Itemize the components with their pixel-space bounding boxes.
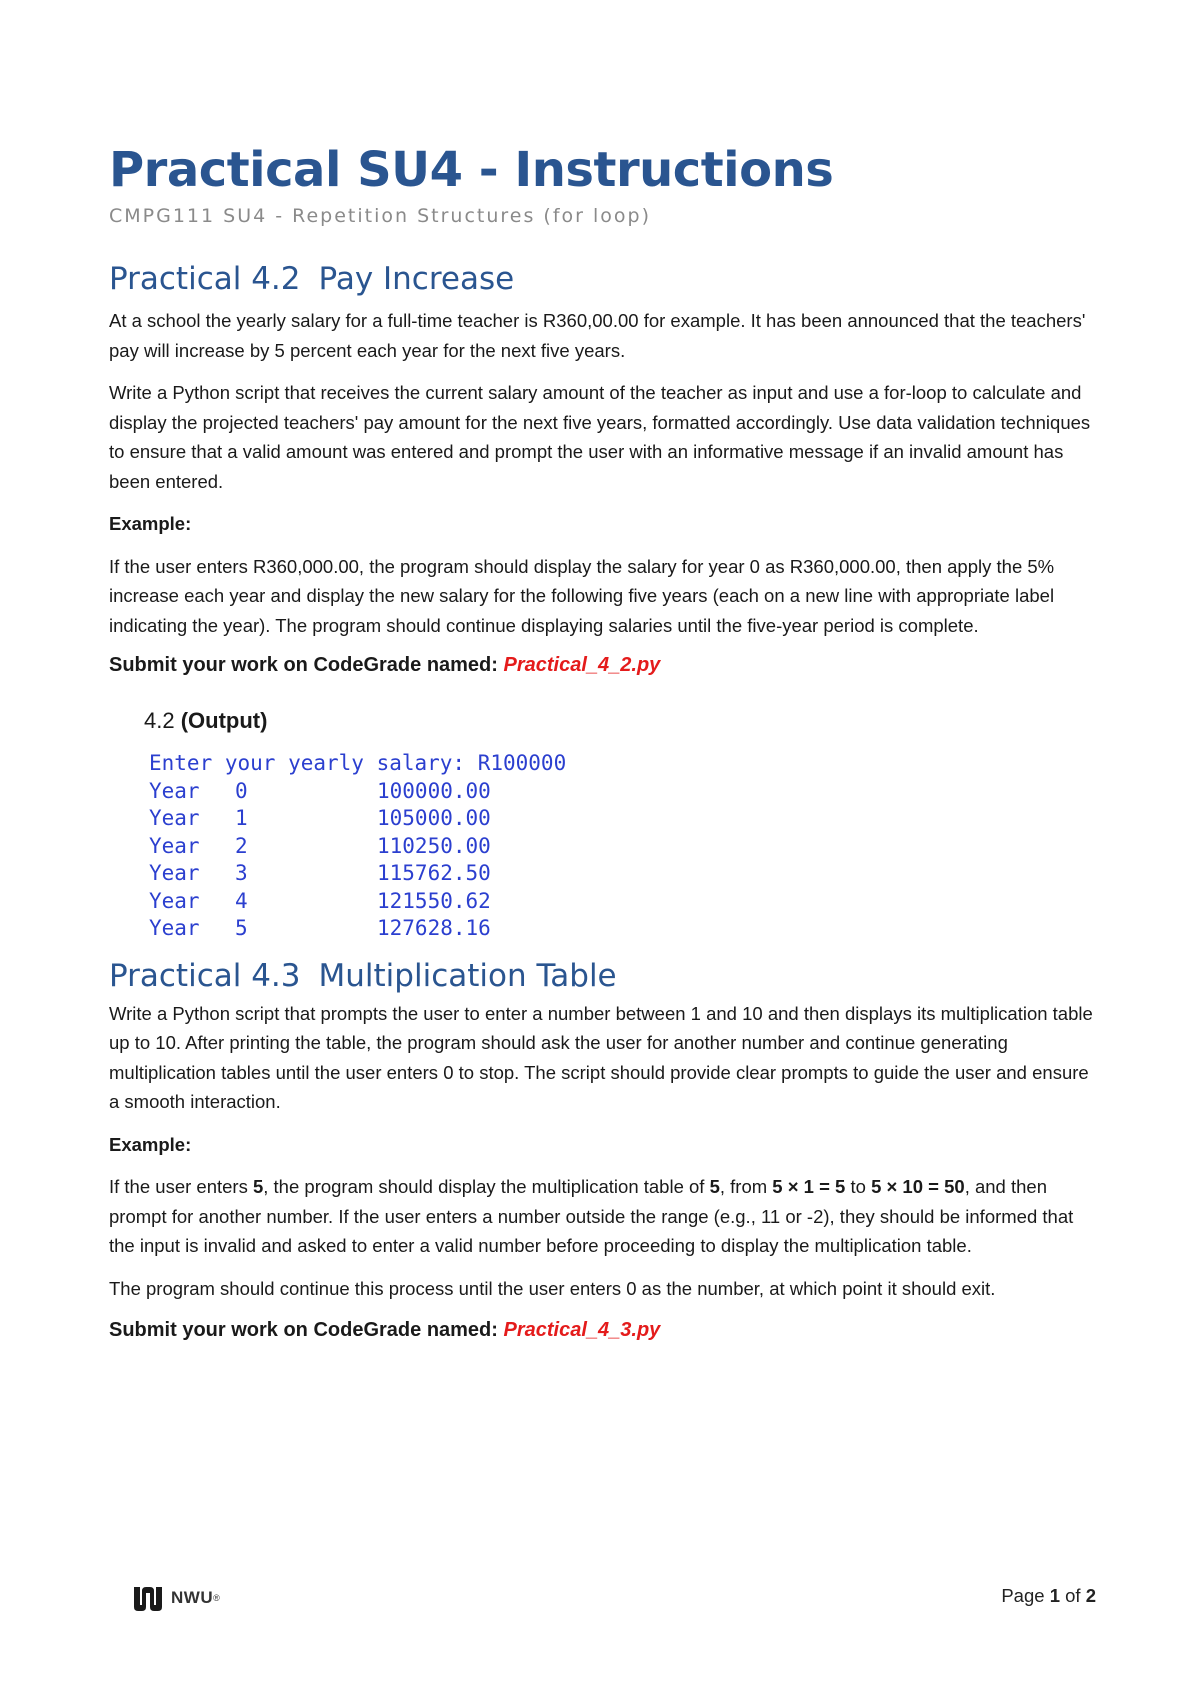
- year-number: 4: [235, 888, 248, 913]
- terminal-row: [149, 805, 1099, 833]
- bold-run: 5: [252, 1176, 264, 1197]
- terminal-output: [149, 750, 1099, 943]
- year-number: 3: [235, 861, 248, 885]
- bold-run: 5 × 10 = 50: [871, 1176, 965, 1197]
- salary-amount: 110250.00: [377, 833, 491, 858]
- paragraph: The program should continue this process until the user enters 0 as the number, at which point it should exit.: [109, 1277, 996, 1299]
- submit-prefix: Submit your work on CodeGrade named:: [109, 1319, 504, 1341]
- year-label: Year: [149, 916, 200, 940]
- logo-registered: ®: [213, 1593, 220, 1603]
- terminal-prompt: Enter your yearly salary: R100000: [149, 751, 567, 775]
- submit-instruction: [109, 1315, 1099, 1345]
- year-label: Year: [149, 833, 200, 858]
- nwu-logo: [131, 1583, 220, 1613]
- submit-prefix: Submit your work on CodeGrade named:: [109, 654, 504, 676]
- output-label: [144, 706, 1099, 736]
- year-number: 0: [235, 778, 248, 803]
- paragraph: If the user enters R360,000.00, the program should display the salary for year 0 as R360,000.00, then apply the 5% increase each year and display the new salary for the following five years (each on a new line with appropriate label indicating the year). The program should continue displaying salaries until the five-year period is complete.: [109, 555, 1055, 636]
- submit-filename: Practical_4_3.py: [503, 1319, 661, 1341]
- output-label-text: (Output): [180, 708, 268, 733]
- page-of: of: [1065, 1585, 1081, 1606]
- document-title: Practical SU4 - Instructions: [109, 142, 834, 198]
- section-heading-4-2: [109, 260, 1099, 298]
- bold-run: 5 × 1 = 5: [772, 1176, 846, 1197]
- nwu-logo-icon: [131, 1583, 165, 1613]
- year-label: Year: [149, 778, 200, 803]
- section-number: Practical 4.2: [109, 261, 301, 297]
- submit-instruction: [109, 650, 1099, 680]
- document-subtitle: CMPG111 SU4 - Repetition Structures (for loop): [109, 205, 651, 227]
- section-title: Pay Increase: [318, 261, 515, 297]
- text-run: , the program should display the multiplication table of: [263, 1176, 710, 1197]
- text-run: to: [845, 1176, 872, 1197]
- terminal-row: [149, 833, 1099, 861]
- section-heading-4-3: [109, 957, 1099, 995]
- paragraph: Write a Python script that prompts the user to enter a number between 1 and 10 and then displays its multiplication table up to 10. After printing the table, the program should ask the user for another number and continue generating multiplication tables until the user enters 0 to stop. The script should provide clear prompts to guide the user and ensure a smooth interaction.: [109, 1002, 1093, 1112]
- terminal-row: [149, 778, 1099, 806]
- section-title: Multiplication Table: [318, 957, 617, 994]
- page-number: [1001, 1585, 1096, 1607]
- year-label: Year: [149, 888, 200, 913]
- year-number: 1: [235, 806, 248, 830]
- example-label: Example:: [109, 1133, 192, 1155]
- terminal-row: [149, 888, 1099, 916]
- output-label-number: 4.2: [144, 708, 175, 733]
- year-number: 5: [235, 916, 248, 940]
- text-run: , and then prompt for another number. If the user enters a number outside the range (e.g., 11 or -2), they should be informed that the input is invalid and asked to enter a valid number before proceeding to display the multiplication table.: [109, 1176, 1074, 1256]
- text-run: If the user enters: [109, 1176, 253, 1197]
- salary-amount: 100000.00: [377, 778, 491, 803]
- page-word: Page: [1001, 1585, 1045, 1606]
- section-number: Practical 4.3: [109, 957, 301, 994]
- year-label: Year: [149, 861, 200, 885]
- terminal-row: [149, 915, 1099, 943]
- text-run: , from: [719, 1176, 773, 1197]
- logo-text: NWU: [171, 1588, 214, 1607]
- paragraph: [109, 1172, 1099, 1261]
- example-label: Example:: [109, 513, 192, 534]
- page-total: 2: [1085, 1585, 1096, 1606]
- paragraph: At a school the yearly salary for a full-time teacher is R360,00.00 for example. It has been announced that the teachers' pay will increase by 5 percent each year for the next five years.: [109, 310, 1086, 361]
- terminal-row: [149, 860, 1099, 888]
- bold-run: 5: [709, 1176, 720, 1197]
- page-current: 1: [1049, 1585, 1060, 1606]
- salary-amount: 105000.00: [377, 806, 491, 830]
- page-content: [109, 140, 1099, 1345]
- salary-amount: 127628.16: [377, 916, 491, 940]
- submit-filename: Practical_4_2.py: [503, 654, 661, 676]
- salary-amount: 115762.50: [377, 861, 491, 885]
- year-number: 2: [235, 833, 248, 858]
- salary-amount: 121550.62: [377, 888, 491, 913]
- paragraph: Write a Python script that receives the current salary amount of the teacher as input and use a for-loop to calculate and display the projected teachers' pay amount for the next five years, formatted accordingly. Use data validation techniques to ensure that a valid amount was entered and prompt the user with an informative message if an invalid amount has been entered.: [109, 382, 1091, 492]
- year-label: Year: [149, 806, 200, 830]
